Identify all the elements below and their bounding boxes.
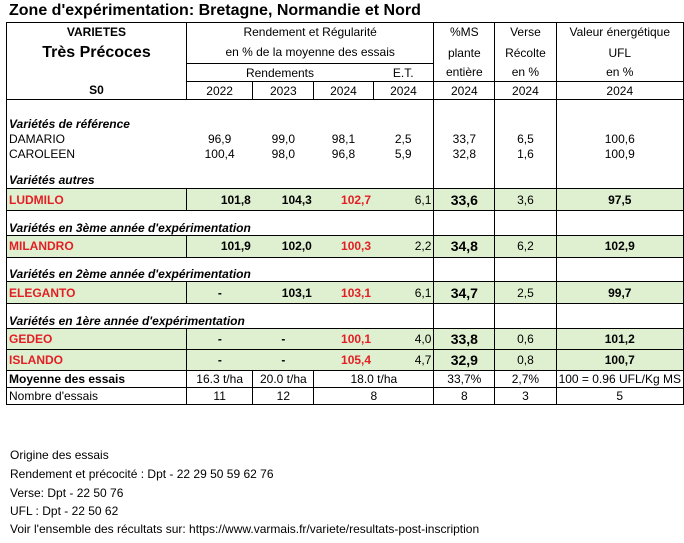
cell-2022: 101,8 (186, 189, 252, 211)
table-row (7, 282, 684, 304)
cell-ms: 33,8 (434, 328, 495, 349)
cell-et: 5,9 (373, 147, 434, 162)
section-1ere-annee: Variétés en 1ère année d'expérimentation (7, 314, 253, 329)
cell-verse: 0,6 (495, 328, 556, 349)
year-ufl-2024: 2024 (556, 82, 683, 100)
cell-2023: 98,0 (271, 147, 296, 161)
nombre-2024: 8 (314, 387, 434, 404)
nombre-row (7, 387, 684, 404)
table-row (7, 147, 684, 162)
cell-ufl: 101,2 (556, 328, 683, 349)
nombre-2022: 11 (186, 387, 252, 404)
header-ufl: UFL (556, 42, 683, 64)
results-table (6, 22, 684, 405)
moyenne-row (7, 370, 684, 387)
cell-ufl: 100,7 (556, 349, 683, 370)
header-rendement-regularite: Rendement et Régularité (186, 23, 433, 42)
header-et: E.T. (373, 64, 434, 82)
footer-rendement: Rendement et précocité : Dpt - 22 29 50 59 62 76 (10, 467, 274, 481)
cell-verse: 2,5 (495, 282, 556, 304)
cell-ufl: 100,9 (556, 147, 683, 162)
cell-2022: 96,9 (207, 132, 232, 146)
cell-et: 2,5 (373, 132, 434, 147)
cell-ms: 32,8 (434, 147, 495, 162)
year-verse-2024: 2024 (495, 82, 556, 100)
header-s0: S0 (7, 82, 187, 100)
variety-name: LUDMILO (7, 189, 187, 211)
year-ms-2024: 2024 (434, 82, 495, 100)
cell-et: 4,7 (373, 349, 434, 370)
nombre-ms: 8 (434, 387, 495, 404)
cell-2024: 105,4 (314, 349, 373, 370)
cell-ufl: 100,6 (556, 132, 683, 147)
header-entiere: entière (434, 64, 495, 82)
table-row (7, 189, 684, 211)
section-3eme-annee: Variétés en 3ème année d'expérimentation (7, 221, 253, 236)
year-et-2024: 2024 (373, 82, 434, 100)
cell-2022: 100,4 (204, 147, 235, 161)
cell-ms: 33,7 (434, 132, 495, 147)
header-ufl-pct: en % (556, 64, 683, 82)
variety-name: ISLANDO (7, 349, 187, 370)
header-recolte: Récolte (495, 42, 556, 64)
year-2024: 2024 (314, 82, 373, 100)
cell-2024: 100,1 (314, 328, 373, 349)
moyenne-verse: 2,7% (495, 370, 556, 387)
cell-2024: 103,1 (314, 282, 373, 304)
cell-ms: 34,8 (434, 235, 495, 257)
header-ms: %MS (434, 23, 495, 42)
cell-2023: - (253, 349, 314, 370)
moyenne-ms: 33,7% (434, 370, 495, 387)
header-rendements: Rendements (186, 64, 373, 82)
cell-ms: 33,6 (434, 189, 495, 211)
variety-name: DAMARIO (7, 132, 187, 147)
cell-2022: - (186, 328, 252, 349)
cell-verse: 3,6 (495, 189, 556, 211)
section-reference: Variétés de référence (7, 117, 187, 132)
moyenne-label: Moyenne des essais (7, 370, 187, 387)
cell-et: 4,0 (373, 328, 434, 349)
moyenne-ufl: 100 = 0.96 UFL/Kg MS (556, 370, 683, 387)
cell-2024: 102,7 (314, 189, 373, 211)
year-2023: 2023 (253, 82, 314, 100)
moyenne-2022: 16.3 t/ha (186, 370, 252, 387)
cell-et: 2,2 (373, 235, 434, 257)
cell-ms: 32,9 (434, 349, 495, 370)
cell-ms: 34,7 (434, 282, 495, 304)
header-pct-moyenne: en % de la moyenne des essais (186, 42, 433, 64)
cell-2023: 99,0 (271, 132, 296, 146)
cell-2022: - (186, 282, 252, 304)
table-row (7, 132, 684, 147)
section-autres: Variétés autres (7, 172, 187, 189)
table-row (7, 328, 684, 349)
footer-verse: Verse: Dpt - 22 50 76 (10, 486, 124, 500)
nombre-verse: 3 (495, 387, 556, 404)
table-row (7, 235, 684, 257)
cell-verse: 0,8 (495, 349, 556, 370)
cell-et: 6,1 (373, 189, 434, 211)
nombre-2023: 12 (253, 387, 314, 404)
cell-2022: 101,9 (186, 235, 252, 257)
nombre-ufl: 5 (556, 387, 683, 404)
section-2eme-annee: Variétés en 2ème année d'expérimentation (7, 267, 253, 282)
cell-ufl: 99,7 (556, 282, 683, 304)
footer-voir: Voir l'ensemble des récultats sur: https://www.varmais.fr/variete/resultats-post-inscription (10, 522, 480, 536)
header-varietes: VARIETES (7, 23, 187, 42)
moyenne-2024: 18.0 t/ha (314, 370, 434, 387)
header-valeur-energetique: Valeur énergétique (556, 23, 683, 42)
nombre-label: Nombre d'essais (7, 387, 187, 404)
cell-2023: 102,0 (253, 235, 314, 257)
cell-2023: 103,1 (253, 282, 314, 304)
footer-origine: Origine des essais (10, 448, 109, 462)
cell-ufl: 97,5 (556, 189, 683, 211)
moyenne-2023: 20.0 t/ha (253, 370, 314, 387)
variety-name: GEDEO (7, 328, 187, 349)
cell-verse: 6,2 (495, 235, 556, 257)
cell-2022: - (186, 349, 252, 370)
header-precocite: Très Précoces (7, 42, 187, 64)
cell-verse: 6,5 (495, 132, 556, 147)
variety-name: CAROLEEN (7, 147, 187, 162)
year-2022: 2022 (186, 82, 252, 100)
header-plante: plante (434, 42, 495, 64)
cell-2023: 104,3 (253, 189, 314, 211)
cell-2024: 96,8 (331, 147, 356, 161)
variety-name: MILANDRO (7, 235, 187, 257)
cell-2024: 98,1 (331, 132, 356, 146)
footer-ufl: UFL : Dpt - 22 50 62 (10, 504, 119, 518)
cell-et: 6,1 (373, 282, 434, 304)
cell-2024: 100,3 (314, 235, 373, 257)
variety-name: ELEGANTO (7, 282, 187, 304)
table-row (7, 349, 684, 370)
cell-ufl: 102,9 (556, 235, 683, 257)
page-title: Zone d'expérimentation: Bretagne, Normandie et Nord (9, 2, 421, 19)
header-en-pct: en % (495, 64, 556, 82)
cell-verse: 1,6 (495, 147, 556, 162)
header-verse: Verse (495, 23, 556, 42)
cell-2023: - (253, 328, 314, 349)
